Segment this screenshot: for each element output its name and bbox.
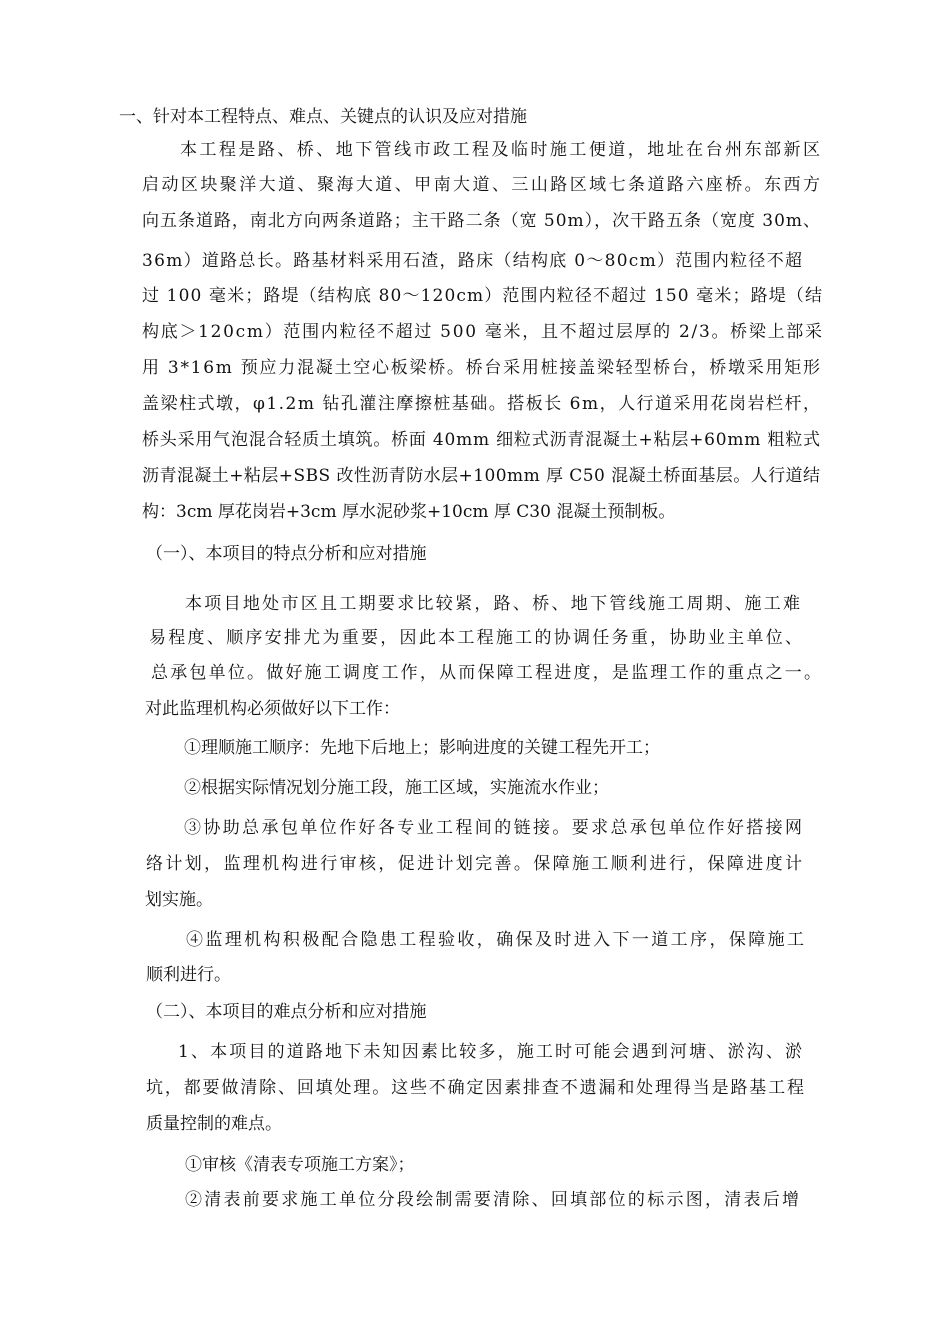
paragraph-line: 沥青混凝土+粘层+SBS 改性沥青防水层+100mm 厚 C50 混凝土桥面基层。人行道结 [142,466,821,486]
paragraph-line: 36m）道路总长。路基材料采用石渣，路床（结构底 0～80cm）范围内粒径不超 [142,251,804,271]
paragraph-line: 对此监理机构必须做好以下工作： [145,699,400,719]
paragraph-line: 盖梁柱式墩，φ1.2m 钻孔灌注摩擦桩基础。搭板长 6m，人行道采用花岗岩栏杆， [142,394,822,414]
list-item: ②清表前要求施工单位分段绘制需要清除、回填部位的标示图，清表后增 [185,1190,802,1210]
list-item: ②根据实际情况划分施工段，施工区域，实施流水作业； [184,778,609,798]
paragraph-line: 构底＞120cm）范围内粒径不超过 500 毫米，且不超过层厚的 2/3。桥梁上部采 [142,322,824,342]
paragraph-line: 1、本项目的道路地下未知因素比较多，施工时可能会遇到河塘、淤沟、淤 [178,1042,805,1062]
list-item: 划实施。 [145,890,213,910]
list-item: ④监理机构积极配合隐患工程验收，确保及时进入下一道工序，保障施工 [186,930,807,950]
list-item: ③协助总承包单位作好各专业工程间的链接。要求总承包单位作好搭接网 [184,818,805,838]
paragraph-line: 总承包单位。做好施工调度工作，从而保障工程进度，是监理工作的重点之一。 [151,663,824,683]
list-item: 络计划，监理机构进行审核，促进计划完善。保障施工顺利进行，保障进度计 [146,854,805,874]
paragraph-line: 向五条道路，南北方向两条道路；主干路二条（宽 50m），次干路五条（宽度 30m、 [142,211,821,231]
section-heading: 一、针对本工程特点、难点、关键点的认识及应对措施 [119,107,527,127]
subsection-heading: （二）、本项目的难点分析和应对措施 [146,1002,427,1022]
paragraph-line: 过 100 毫米；路堤（结构底 80～120cm）范围内粒径不超过 150 毫米；路堤（结 [142,286,824,306]
paragraph-line: 质量控制的难点。 [146,1114,282,1134]
paragraph-line: 启动区块聚洋大道、聚海大道、甲南大道、三山路区域七条道路六座桥。东西方 [142,175,823,195]
paragraph-line: 坑，都要做清除、回填处理。这些不确定因素排查不遗漏和处理得当是路基工程 [146,1078,806,1098]
list-item: ①理顺施工顺序：先地下后地上；影响进度的关键工程先开工； [184,738,660,758]
list-item: ①审核《清表专项施工方案》； [185,1155,415,1175]
paragraph-line: 本项目地处市区且工期要求比较紧，路、桥、地下管线施工周期、施工难 [185,594,803,614]
subsection-heading: （一）、本项目的特点分析和应对措施 [146,544,427,564]
list-item: 顺利进行。 [146,965,231,985]
paragraph-line: 本工程是路、桥、地下管线市政工程及临时施工便道，地址在台州东部新区 [180,140,823,160]
paragraph-line: 用 3*16m 预应力混凝土空心板梁桥。桥台采用桩接盖梁轻型桥台，桥墩采用矩形 [142,358,822,378]
paragraph-line: 构：3cm 厚花岗岩+3cm 厚水泥砂浆+10cm 厚 C30 混凝土预制板。 [142,502,676,522]
paragraph-line: 易程度、顺序安排尤为重要，因此本工程施工的协调任务重，协助业主单位、 [149,628,805,648]
paragraph-line: 桥头采用气泡混合轻质土填筑。桥面 40mm 细粒式沥青混凝土+粘层+60mm 粗粒式 [142,430,821,450]
